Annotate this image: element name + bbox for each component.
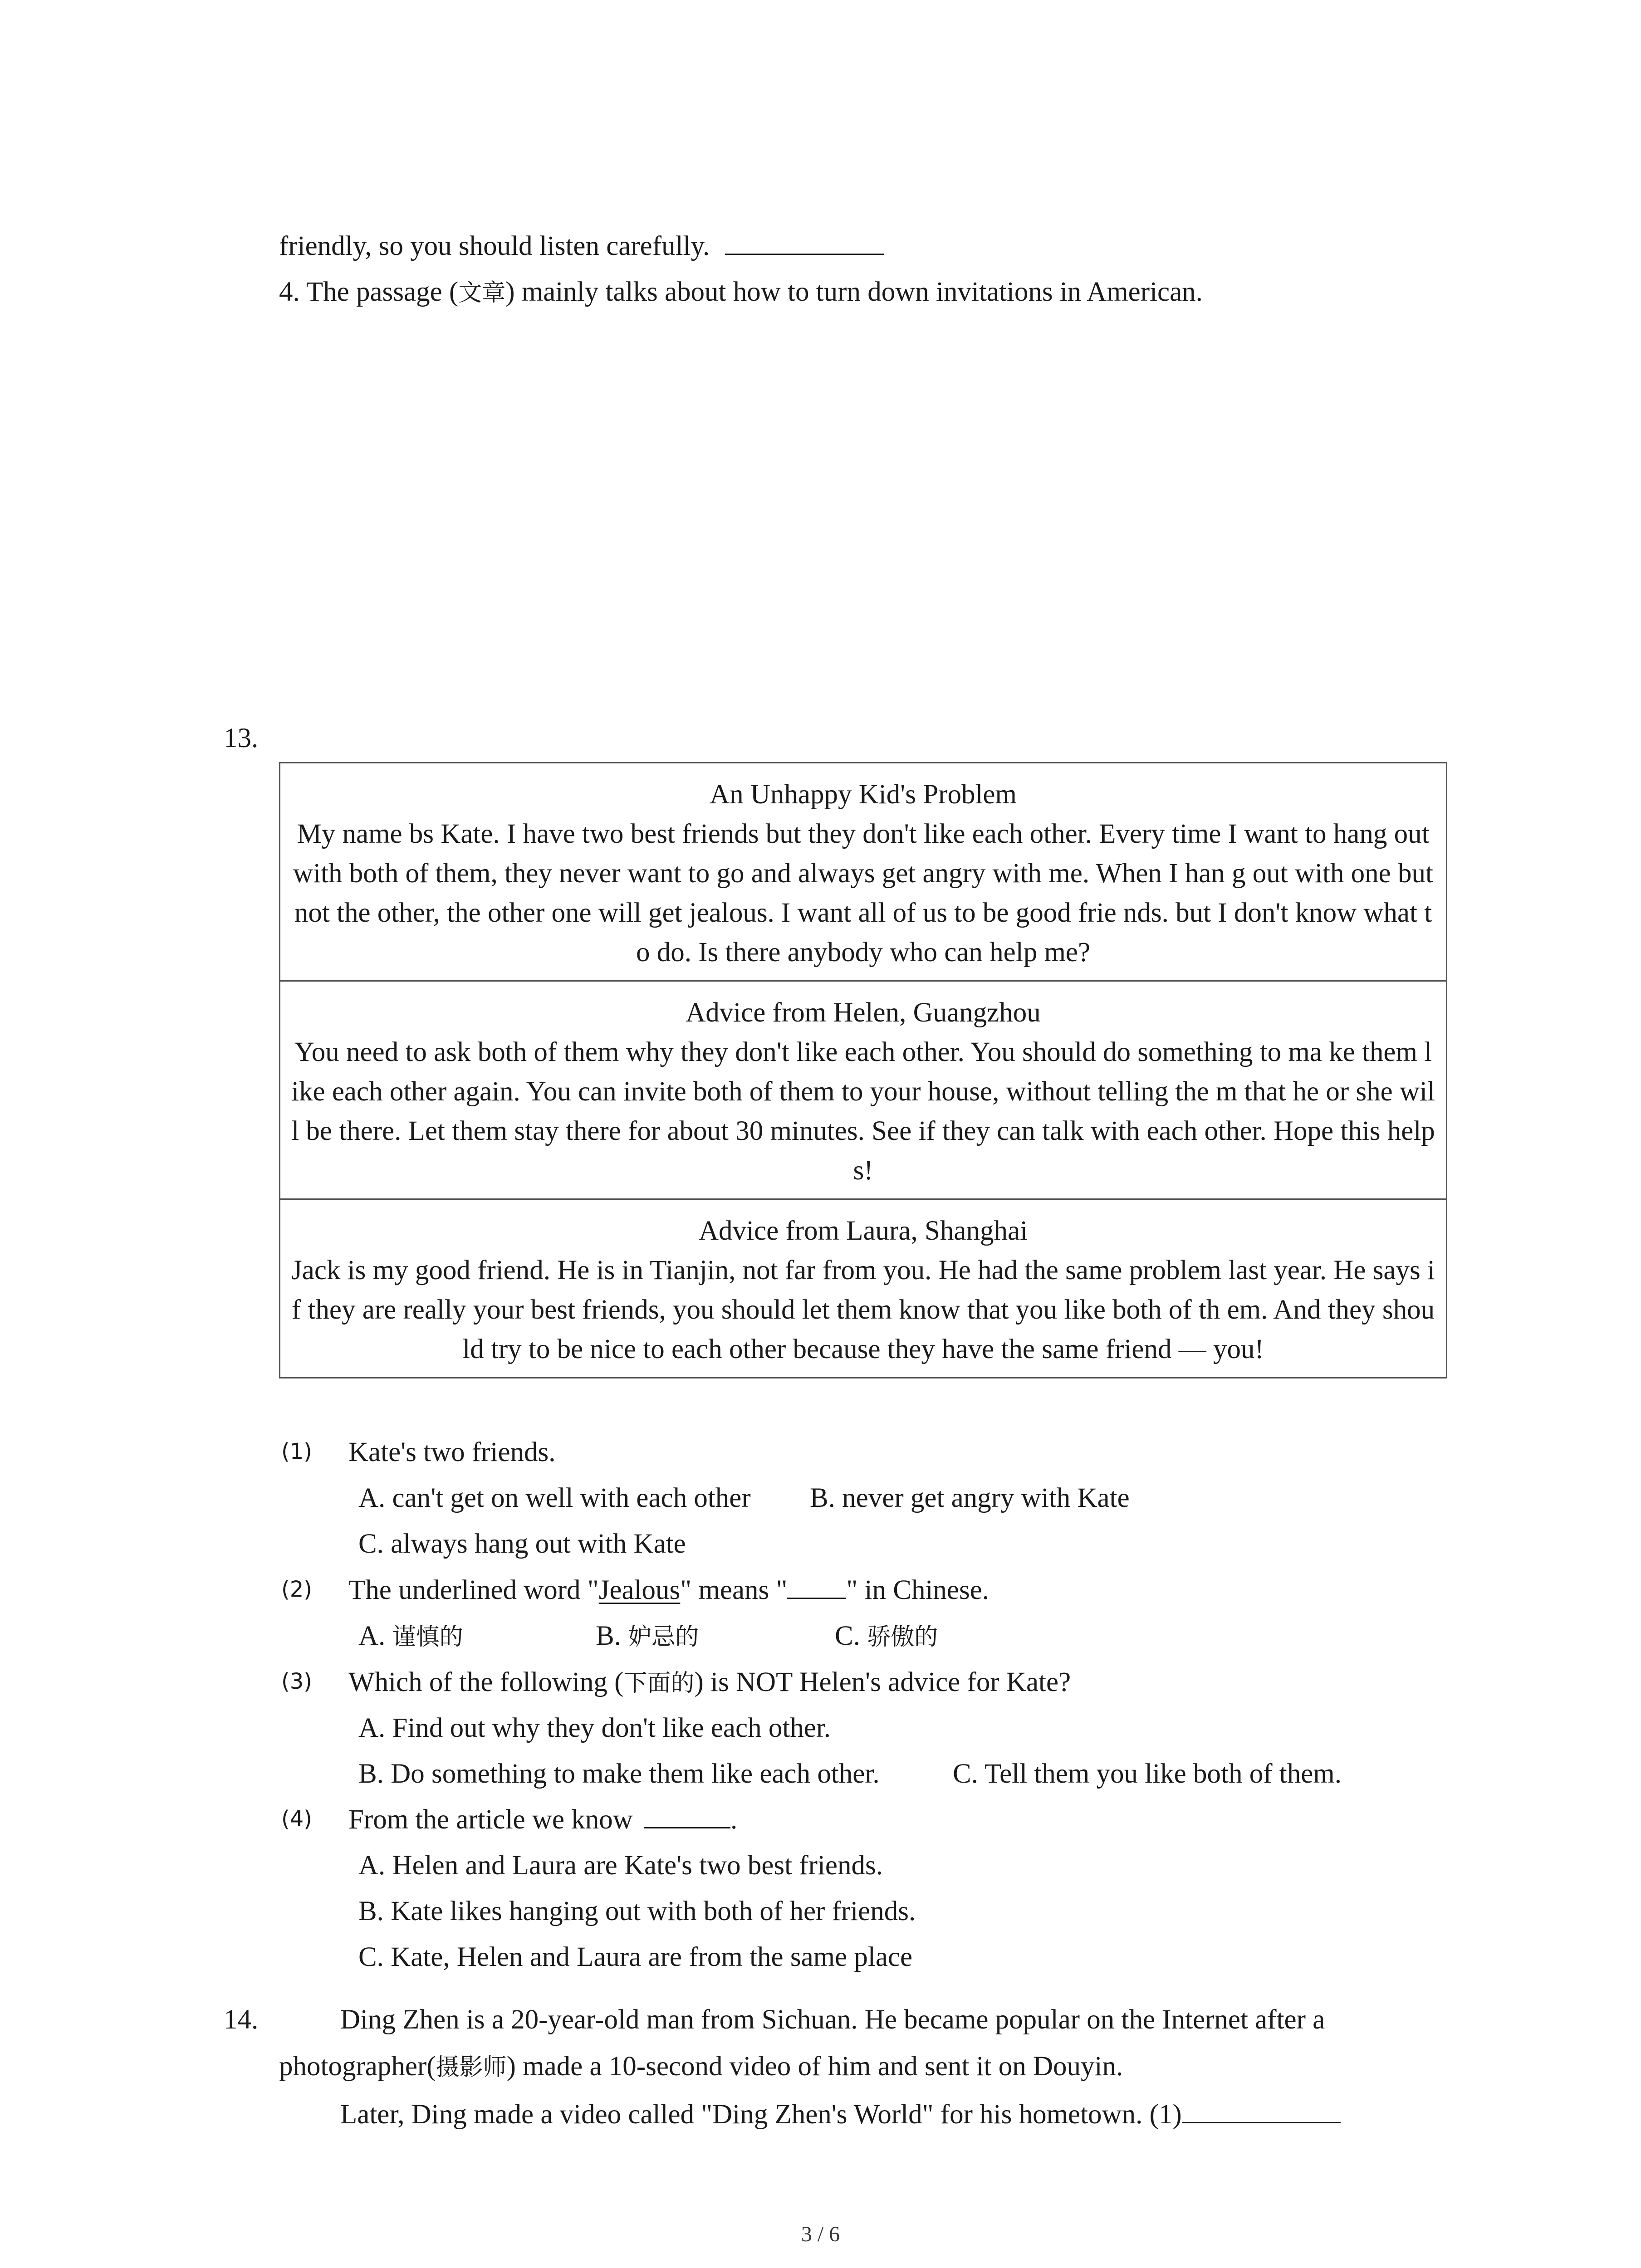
option-b[interactable]: B. Kate likes hanging out with both of her friends. [358,1896,916,1926]
option-a[interactable] [358,1618,463,1655]
option-a[interactable]: A. Helen and Laura are Kate's two best friends. [358,1850,883,1881]
cell-body: You need to ask both of them why they don't like each other. You should do something to ma ke them like each other again. You can invite both of them to your house, without telling the m that he or she will be there. Let them stay there for about 30 minutes. See if they can talk with each other. Hope this helps! [291,1037,1435,1186]
cell-body: My name bs Kate. I have two best friends but they don't like each other. Every time I want to hang out with both of them, they never want to go and always get angry with me. When I han g out with one but not the other, the other one will get jealous. I want all of us to be good frie nds. but I don't know what to do. Is there anybody who can help me? [293,819,1433,968]
answer-blank[interactable] [644,1804,730,1828]
answer-blank[interactable] [787,1574,846,1599]
option-c[interactable]: C. Tell them you like both of them. [953,1759,1342,1789]
page-number: 3 / 6 [801,2222,840,2246]
cell-body: Jack is my good friend. He is in Tianjin, not far from you. He had the same problem last year. He says if they are really your best friends, you should let them know that you like both of th em. And they should try to be nice to each other because they have the same friend — you! [291,1255,1435,1364]
prev-item-4-text: 4. The passage ( [279,277,459,307]
q14-line: Ding Zhen is a 20-year-old man from Sichuan. He became popular on the Internet after a [340,2004,1325,2035]
question-14-number: 14. [224,2004,259,2035]
question-stem: Kate's two friends. [348,1437,556,1467]
prev-text-line [279,228,884,264]
option-letter: A. [358,1621,392,1651]
q14-text: ) made a 10-second video of him and sent it on Douyin. [506,2051,1123,2082]
prev-item-4-cjk: 文章 [458,279,506,307]
question-stem [348,1572,989,1608]
question-number: (2) [281,1577,312,1602]
stem-cjk: 下面的 [623,1670,695,1697]
option-text: 妒忌的 [628,1623,699,1651]
option-c[interactable] [835,1618,938,1655]
option-b[interactable] [596,1618,699,1655]
answer-blank[interactable] [1182,2098,1341,2123]
prev-item-4-text-end: ) mainly talks about how to turn down invitations in American. [505,277,1203,307]
q14-line [340,2097,1341,2133]
option-b[interactable]: B. Do something to make them like each other. [358,1759,880,1789]
prev-item-4 [279,274,1203,311]
table-cell-laura [280,1198,1446,1377]
question-number: (3) [281,1669,312,1694]
passage-table [279,762,1447,1378]
question-number: (4) [281,1806,312,1832]
stem-text: . [730,1804,738,1835]
answer-blank[interactable] [725,230,884,255]
cell-title: Advice from Laura, Shanghai [699,1216,1028,1246]
option-b[interactable]: B. never get angry with Kate [810,1483,1130,1513]
table-cell-problem [280,763,1446,980]
stem-text: " in Chinese. [846,1575,989,1605]
cell-title: Advice from Helen, Guangzhou [686,997,1041,1028]
q14-text: Later, Ding made a video called "Ding Zhen's World" for his hometown. (1) [340,2099,1182,2130]
stem-text: From the article we know [348,1804,633,1835]
cell-title: An Unhappy Kid's Problem [710,779,1017,810]
stem-text: The underlined word " [348,1575,599,1605]
option-c[interactable]: C. Kate, Helen and Laura are from the same place [358,1942,913,1972]
question-number: (1) [281,1439,312,1464]
option-text: 骄傲的 [867,1623,938,1651]
option-letter: B. [596,1621,628,1651]
question-13-number: 13. [224,723,259,753]
question-stem [348,1664,1071,1701]
option-a[interactable]: A. Find out why they don't like each other. [358,1713,831,1743]
option-text: 谨慎的 [392,1623,463,1651]
option-a[interactable]: A. can't get on well with each other [358,1483,751,1513]
q14-text: photographer( [279,2051,436,2082]
option-letter: C. [835,1621,867,1651]
option-c[interactable]: C. always hang out with Kate [358,1529,686,1559]
q14-cjk: 摄影师 [436,2054,507,2081]
q14-line [279,2048,1123,2086]
stem-text: " means " [680,1575,788,1605]
question-stem [348,1802,737,1838]
underlined-word: Jealous [598,1575,681,1605]
stem-text: ) is NOT Helen's advice for Kate? [694,1667,1071,1697]
stem-text: Which of the following ( [348,1667,624,1697]
table-cell-helen [280,980,1446,1198]
prev-line-text: friendly, so you should listen carefully. [279,231,710,261]
